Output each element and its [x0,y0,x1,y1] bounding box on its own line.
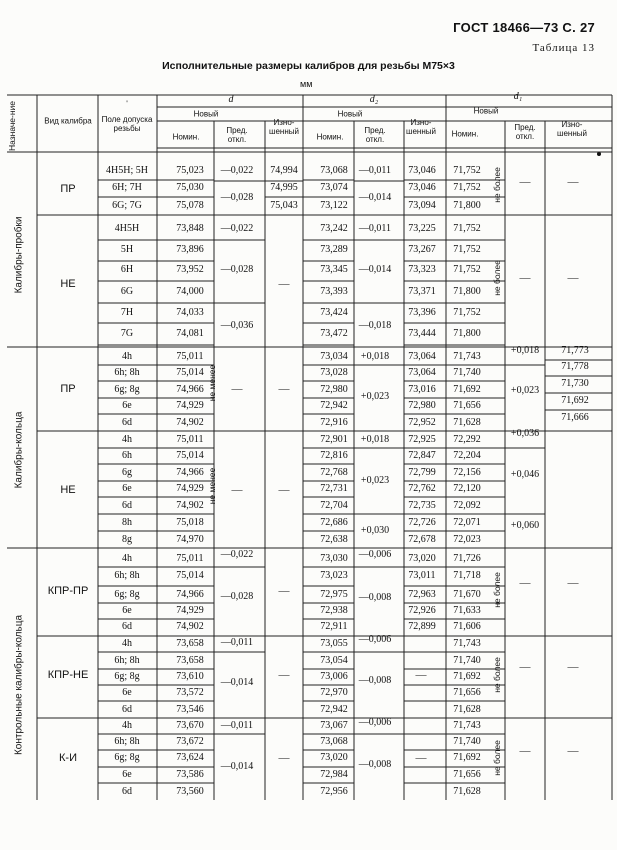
d2-deviation: —0,018 [358,320,392,331]
col-d1-new: Новый [473,106,499,116]
d2-nominal-cell: 72,956 [320,786,348,797]
tolerance-cell: 4H5H [114,223,140,234]
d1-nominal-cell: 71,800 [453,200,481,211]
limit-note: не более [492,657,502,693]
col-d2-worn: Изно-шенный [406,118,436,136]
d2-nominal-cell: 72,816 [320,450,348,461]
d2-deviation: —0,008 [358,759,392,770]
tolerance-cell: 6e [122,605,132,616]
tolerance-cell: 6g; 8g [114,671,140,682]
d-nominal-cell: 73,560 [176,786,204,797]
stray-mark [597,152,601,156]
col-tolerance: Поле допуска резьбы [101,115,153,133]
d2-worn-cell: 72,847 [408,450,436,461]
tolerance-cell: 6g; 8g [114,384,140,395]
d2-nominal-cell: 73,074 [320,182,348,193]
d1-nominal-cell: 71,752 [453,307,481,318]
d1-nominal-cell: 71,740 [453,367,481,378]
d1-nominal-cell: 72,120 [453,483,481,494]
d1-nominal-cell: 71,743 [453,720,481,731]
d-worn: 75,043 [270,200,298,211]
empty-dash: — [231,484,243,496]
d-nominal-cell: 74,966 [176,384,204,395]
d1-nominal-cell: 72,092 [453,500,481,511]
d-nominal-cell: 75,030 [176,182,204,193]
empty-dash: — [519,745,531,757]
d1-nominal-cell: 71,752 [453,223,481,234]
d2-nominal-cell: 72,911 [320,621,348,632]
d2-worn-cell: 72,735 [408,500,436,511]
empty-dash: — [567,745,579,757]
tolerance-cell: 5H [120,244,134,255]
d-deviation: —0,014 [220,761,254,772]
d-nominal-cell: 75,011 [176,434,204,445]
d2-worn-cell: 73,046 [408,165,436,176]
d2-worn-cell: 73,064 [408,351,436,362]
table-number: Таблица 13 [532,42,595,54]
col-d-new: Новый [193,109,219,119]
d2-deviation: +0,018 [360,351,390,362]
tolerance-cell: 6H; 7H [112,182,142,193]
d2-nominal-cell: 73,023 [320,570,348,581]
d-deviation: —0,022 [220,165,254,176]
tolerance-cell: 7G [120,328,134,339]
d-deviation: —0,014 [220,677,254,688]
tolerance-cell: 6h [122,450,132,461]
d-nominal-cell: 74,929 [176,400,204,411]
tolerance-cell: 6e [122,400,132,411]
d2-deviation: —0,014 [358,264,392,275]
tolerance-cell: 6e [122,769,132,780]
d-deviation: —0,028 [220,591,254,602]
d2-deviation: +0,018 [360,434,390,445]
d1-worn: 71,730 [561,378,589,389]
d2-nominal-cell: 73,424 [320,307,348,318]
tolerance-cell: 6d [122,417,132,428]
tolerance-cell: 6e [122,687,132,698]
d-nominal-cell: 74,000 [176,286,204,297]
d2-nominal-cell: 73,289 [320,244,348,255]
d1-deviation: +0,036 [510,428,540,439]
d1-worn: 71,666 [561,412,589,423]
d-deviation: —0,022 [220,549,254,560]
d1-nominal-cell: 71,656 [453,769,481,780]
empty-dash: — [519,661,531,673]
d1-deviation: +0,060 [510,520,540,531]
d2-nominal-cell: 72,686 [320,517,348,528]
d1-nominal-cell: 71,743 [453,638,481,649]
d1-nominal-cell: 71,740 [453,736,481,747]
d1-nominal-cell: 72,023 [453,534,481,545]
d-nominal-cell: 74,929 [176,605,204,616]
d1-nominal-cell: 71,628 [453,786,481,797]
d-nominal-cell: 74,970 [176,534,204,545]
col-d2-new: Новый [337,109,363,119]
tolerance-cell: 6h; 8h [114,570,140,581]
tolerance-cell: 6g [122,467,132,478]
d1-nominal-cell: 72,204 [453,450,481,461]
d2-nominal-cell: 73,054 [320,655,348,666]
kind-label: ПР [60,183,76,195]
col-d2: d₂ [369,94,379,105]
d1-nominal-cell: 71,726 [453,553,481,564]
d1-nominal-cell: 71,752 [453,165,481,176]
d-nominal-cell: 74,966 [176,589,204,600]
d1-nominal-cell: 71,752 [453,182,481,193]
tolerance-cell: 6e [122,483,132,494]
kind-label: НЕ [60,484,76,496]
d2-deviation: —0,011 [358,165,392,176]
d2-nominal-cell: 73,345 [320,264,348,275]
d2-nominal-cell: 73,068 [320,165,348,176]
d1-nominal-cell: 71,752 [453,264,481,275]
col-d2-nominal: Номин. [316,132,344,142]
tolerance-cell: 6H [120,264,134,275]
d2-nominal-cell: 73,472 [320,328,348,339]
empty-dash: — [567,577,579,589]
d-nominal-cell: 75,078 [176,200,204,211]
d2-nominal-cell: 73,067 [320,720,348,731]
tolerance-cell: 8h [122,517,132,528]
col-d1-nominal: Номин. [451,129,479,139]
d-nominal-cell: 73,672 [176,736,204,747]
limit-note: не более [492,572,502,608]
d-nominal-cell: 74,033 [176,307,204,318]
d-nominal-cell: 73,658 [176,638,204,649]
kind-label: НЕ [60,278,76,290]
col-d-nominal: Номин. [172,132,200,142]
d1-nominal-cell: 71,628 [453,704,481,715]
d1-nominal-cell: 71,656 [453,687,481,698]
d2-nominal-cell: 72,942 [320,400,348,411]
limit-note: не более [492,740,502,776]
d-nominal-cell: 73,624 [176,752,204,763]
d2-worn-cell: 72,762 [408,483,436,494]
tolerance-cell: 6d [122,621,132,632]
kind-label: К-И [59,752,77,764]
d-deviation: —0,011 [220,637,254,648]
tolerance-cell: 6g; 8g [114,589,140,600]
col-d1-deviation: Пред. откл. [514,123,536,141]
d2-worn-cell: 73,011 [408,570,436,581]
d-deviation: —0,022 [220,223,254,234]
col-d1: d₁ [513,91,523,102]
d2-nominal-cell: 72,731 [320,483,348,494]
d1-nominal-cell: 71,740 [453,655,481,666]
tolerance-cell: 6g; 8g [114,752,140,763]
empty-dash: — [519,577,531,589]
d2-worn-cell: 73,020 [408,553,436,564]
tolerance-cell: 7H [120,307,134,318]
limit-note: не более [492,260,502,296]
d2-deviation: —0,008 [358,592,392,603]
d2-worn-cell: 72,799 [408,467,436,478]
d2-deviation: —0,011 [358,223,392,234]
d1-nominal-cell: 72,071 [453,517,481,528]
tolerance-cell: 4h [122,434,132,445]
d2-worn-cell: 73,064 [408,367,436,378]
d1-worn: 71,692 [561,395,589,406]
d-nominal-cell: 74,902 [176,621,204,632]
d2-deviation: —0,008 [358,675,392,686]
d2-nominal-cell: 72,916 [320,417,348,428]
d1-nominal-cell: 71,633 [453,605,481,616]
tolerance-cell: 6h; 8h [114,736,140,747]
group-plugs: Калибры-пробки [13,216,25,294]
limit-note: не менее [207,364,217,402]
d2-deviation: +0,023 [360,391,390,402]
d2-worn-cell: 72,926 [408,605,436,616]
d2-worn-cell: 73,094 [408,200,436,211]
d-nominal-cell: 73,572 [176,687,204,698]
tolerance-cell: 4h [122,720,132,731]
d2-nominal-cell: 72,704 [320,500,348,511]
d2-worn-cell: 72,899 [408,621,436,632]
limit-note: не более [492,167,502,203]
d-nominal-cell: 74,081 [176,328,204,339]
d2-worn-cell: 73,323 [408,264,436,275]
d2-nominal-cell: 73,034 [320,351,348,362]
tolerance-cell: 6d [122,704,132,715]
d2-worn-cell: 73,444 [408,328,436,339]
d1-nominal-cell: 71,692 [453,671,481,682]
d-nominal-cell: 73,896 [176,244,204,255]
table-caption: Исполнительные размеры калибров для резьбы М75×3 [162,60,455,72]
empty-dash: — [278,484,290,496]
d2-nominal-cell: 72,768 [320,467,348,478]
d1-nominal-cell: 72,292 [453,434,481,445]
tolerance-cell: 4h [122,351,132,362]
d2-nominal-cell: 73,028 [320,367,348,378]
d2-worn-cell: 72,980 [408,400,436,411]
d-nominal-cell: 73,586 [176,769,204,780]
empty-dash: — [567,272,579,284]
kind-label: КПР-НЕ [47,669,89,681]
empty-dash: — [415,669,427,681]
d1-nominal-cell: 71,606 [453,621,481,632]
d1-nominal-cell: 71,670 [453,589,481,600]
d1-nominal-cell: 71,656 [453,400,481,411]
d2-nominal-cell: 72,980 [320,384,348,395]
d2-worn-cell: 73,267 [408,244,436,255]
tolerance-cell: 6G; 7G [112,200,142,211]
d2-deviation: +0,030 [360,525,390,536]
d2-deviation: —0,006 [358,717,392,728]
col-d-worn: Изно-шенный [269,118,299,136]
tolerance-cell: 4h [122,553,132,564]
d1-nominal-cell: 71,800 [453,328,481,339]
d-nominal-cell: 74,902 [176,417,204,428]
d-deviation: —0,011 [220,720,254,731]
d2-worn-cell: 72,925 [408,434,436,445]
d1-nominal-cell: 71,718 [453,570,481,581]
d-nominal-cell: 73,848 [176,223,204,234]
d1-worn: 71,773 [561,345,589,356]
d2-deviation: —0,006 [358,549,392,560]
tolerance-cell: 8g [122,534,132,545]
d2-worn-cell: 72,963 [408,589,436,600]
empty-dash: — [567,661,579,673]
empty-dash: — [519,272,531,284]
d2-deviation: —0,014 [358,192,392,203]
col-purpose: Назначе-ние [7,100,17,152]
d-nominal-cell: 74,902 [176,500,204,511]
d-deviation: —0,028 [220,192,254,203]
d2-worn-cell: 73,371 [408,286,436,297]
d2-nominal-cell: 72,942 [320,704,348,715]
units-label: мм [300,79,313,89]
d-nominal-cell: 73,952 [176,264,204,275]
d1-nominal-cell: 71,752 [453,244,481,255]
tolerance-cell: 4h [122,638,132,649]
d2-nominal-cell: 73,006 [320,671,348,682]
empty-dash: — [567,176,579,188]
d-nominal-cell: 73,546 [176,704,204,715]
d-nominal-cell: 73,670 [176,720,204,731]
d-worn: 74,995 [270,182,298,193]
empty-dash: — [278,752,290,764]
d2-deviation: +0,023 [360,475,390,486]
col-d2-deviation: Пред. откл. [364,126,386,144]
empty-dash: — [278,383,290,395]
d-nominal-cell: 75,014 [176,570,204,581]
d1-nominal-cell: 71,743 [453,351,481,362]
empty-dash: — [278,669,290,681]
d1-worn: 71,778 [561,361,589,372]
d2-nominal-cell: 73,020 [320,752,348,763]
d1-nominal-cell: 71,628 [453,417,481,428]
d2-nominal-cell: 73,030 [320,553,348,564]
d-nominal-cell: 75,011 [176,553,204,564]
empty-dash: — [231,383,243,395]
col-d: d [228,94,234,105]
header-tick: ' [126,99,128,109]
d-nominal-cell: 73,658 [176,655,204,666]
d-nominal-cell: 74,929 [176,483,204,494]
empty-dash: — [519,176,531,188]
d1-deviation: +0,023 [510,385,540,396]
d1-deviation: +0,018 [510,345,540,356]
d-nominal-cell: 75,011 [176,351,204,362]
d2-nominal-cell: 73,242 [320,223,348,234]
d1-nominal-cell: 72,156 [453,467,481,478]
d1-nominal-cell: 71,692 [453,752,481,763]
d2-nominal-cell: 72,938 [320,605,348,616]
d2-nominal-cell: 72,638 [320,534,348,545]
d2-nominal-cell: 73,393 [320,286,348,297]
d-nominal-cell: 74,966 [176,467,204,478]
tolerance-cell: 6d [122,500,132,511]
d2-nominal-cell: 73,055 [320,638,348,649]
d2-nominal-cell: 72,970 [320,687,348,698]
tolerance-cell: 6h; 8h [114,367,140,378]
kind-label: ПР [60,383,76,395]
col-kind: Вид калибра [44,116,92,126]
d-nominal-cell: 73,610 [176,671,204,682]
d2-worn-cell: 73,016 [408,384,436,395]
kind-label: КПР-ПР [47,585,89,597]
d2-nominal-cell: 72,901 [320,434,348,445]
limit-note: не менее [207,467,217,505]
d-nominal-cell: 75,014 [176,367,204,378]
tolerance-cell: 6d [122,786,132,797]
d2-worn-cell: 72,726 [408,517,436,528]
empty-dash: — [415,752,427,764]
page-header: ГОСТ 18466—73 С. 27 [453,20,595,35]
d2-worn-cell: 73,225 [408,223,436,234]
col-d-deviation: Пред. откл. [226,126,248,144]
d-nominal-cell: 75,014 [176,450,204,461]
d1-nominal-cell: 71,692 [453,384,481,395]
d-deviation: —0,028 [220,264,254,275]
d2-worn-cell: 73,046 [408,182,436,193]
d2-nominal-cell: 72,975 [320,589,348,600]
col-d1-worn: Изно-шенный [557,120,587,138]
d-nominal-cell: 75,018 [176,517,204,528]
tolerance-cell: 6h; 8h [114,655,140,666]
group-control: Контрольные калибры-кольца [13,614,25,756]
d-deviation: —0,036 [220,320,254,331]
d2-deviation: —0,006 [358,634,392,645]
d2-worn-cell: 73,396 [408,307,436,318]
d1-deviation: +0,046 [510,469,540,480]
empty-dash: — [278,585,290,597]
d2-nominal-cell: 73,122 [320,200,348,211]
d-worn: 74,994 [270,165,298,176]
tolerance-cell: 6G [120,286,134,297]
d2-worn-cell: 72,952 [408,417,436,428]
d2-nominal-cell: 73,068 [320,736,348,747]
d-nominal-cell: 75,023 [176,165,204,176]
d2-worn-cell: 72,678 [408,534,436,545]
d1-nominal-cell: 71,800 [453,286,481,297]
empty-dash: — [278,278,290,290]
tolerance-cell: 4H5H; 5H [106,165,148,176]
group-rings: Калибры-кольца [13,411,25,489]
d2-nominal-cell: 72,984 [320,769,348,780]
